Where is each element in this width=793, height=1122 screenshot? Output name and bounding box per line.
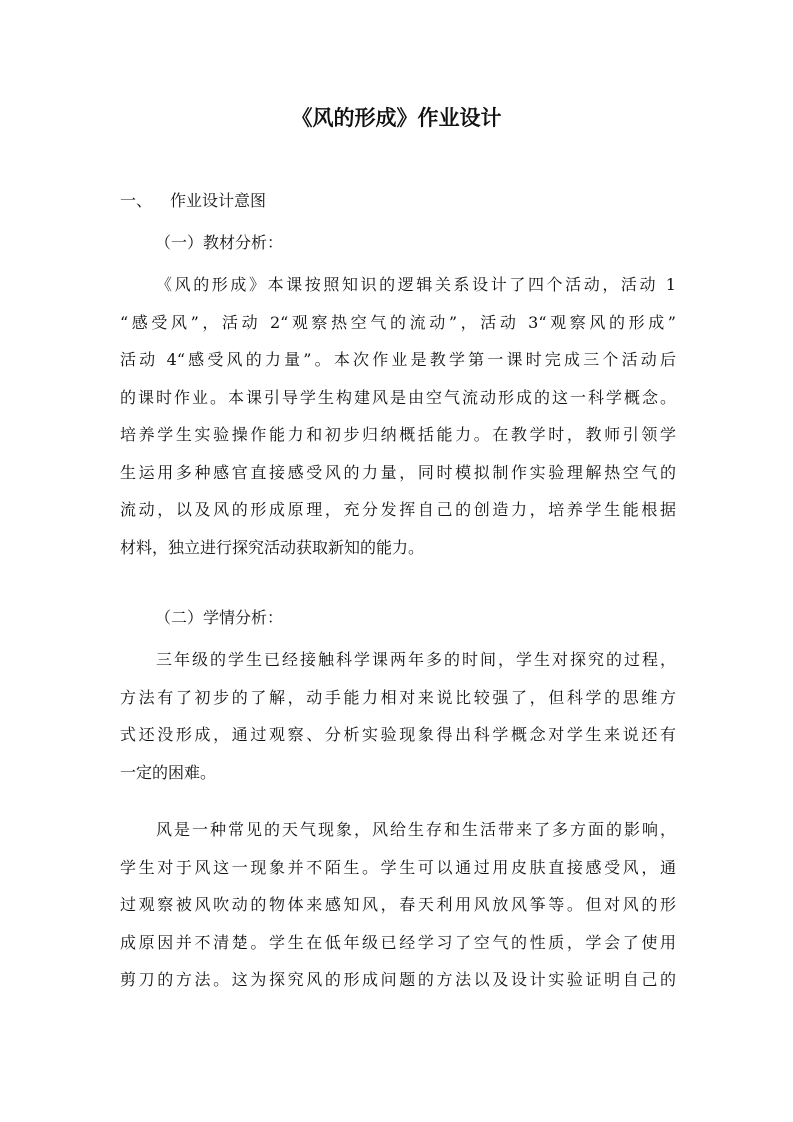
paragraph-line: 生运用多种感官直接感受风的力量，同时模拟制作实验理解热空气的 (120, 462, 676, 482)
paragraph-line: 活动 4“感受风的力量”。本次作业是教学第一课时完成三个活动后 (120, 350, 676, 369)
paragraph-line: 材料，独立进行探究活动获取新知的能力。 (120, 537, 425, 557)
subsection-heading-student-analysis: （二）学情分析： (155, 608, 284, 627)
paragraph-line: 式还没形成，通过观察、分析实验现象得出科学概念对学生来说还有 (120, 725, 676, 744)
paragraph-line: 流动，以及风的形成原理，充分发挥自己的创造力，培养学生能根据 (120, 500, 676, 519)
paragraph-line: 的课时作业。本课引导学生构建风是由空气流动形成的这一科学概念。 (120, 387, 676, 407)
section-heading-intent (120, 186, 266, 216)
paragraph-line: 方法有了初步的了解，动手能力相对来说比较强了，但科学的思维方 (120, 687, 676, 707)
paragraph-line: 培养学生实验操作能力和初步归纳概括能力。在教学时，教师引领学 (120, 425, 676, 444)
paragraph-line: 过观察被风吹动的物体来感知风，春天利用风放风筝等。但对风的形 (120, 895, 676, 914)
paragraph-line: 一定的困难。 (120, 762, 217, 782)
document-title: 《风的形成》作业设计 (291, 106, 502, 130)
paragraph-line: 三年级的学生已经接触科学课两年多的时间，学生对探究的过程， (156, 650, 676, 669)
paragraph-line: 《风的形成》本课按照知识的逻辑关系设计了四个活动，活动 1 (156, 275, 676, 294)
paragraph-wind-phenomenon (120, 811, 676, 999)
subsection-heading-textbook-analysis: （一）教材分析： (155, 233, 284, 252)
paragraph-line: 风是一种常见的天气现象，风给生存和生活带来了多方面的影响， (156, 820, 676, 839)
paragraph-line: “感受风”，活动 2“观察热空气的流动”，活动 3“观察风的形成” (120, 312, 676, 332)
paragraph-line: 学生对于风这一现象并不陌生。学生可以通过用皮肤直接感受风，通 (120, 857, 676, 877)
paragraph-line: 剪刀的方法。这为探究风的形成问题的方法以及设计实验证明自己的 (120, 970, 676, 989)
section-heading-text: 作业设计意图 (170, 191, 267, 210)
paragraph-student-analysis (120, 641, 676, 791)
paragraph-textbook-analysis (120, 266, 676, 566)
section-number: 一、 (120, 191, 153, 210)
paragraph-line: 成原因并不清楚。学生在低年级已经学习了空气的性质，学会了使用 (120, 932, 676, 952)
